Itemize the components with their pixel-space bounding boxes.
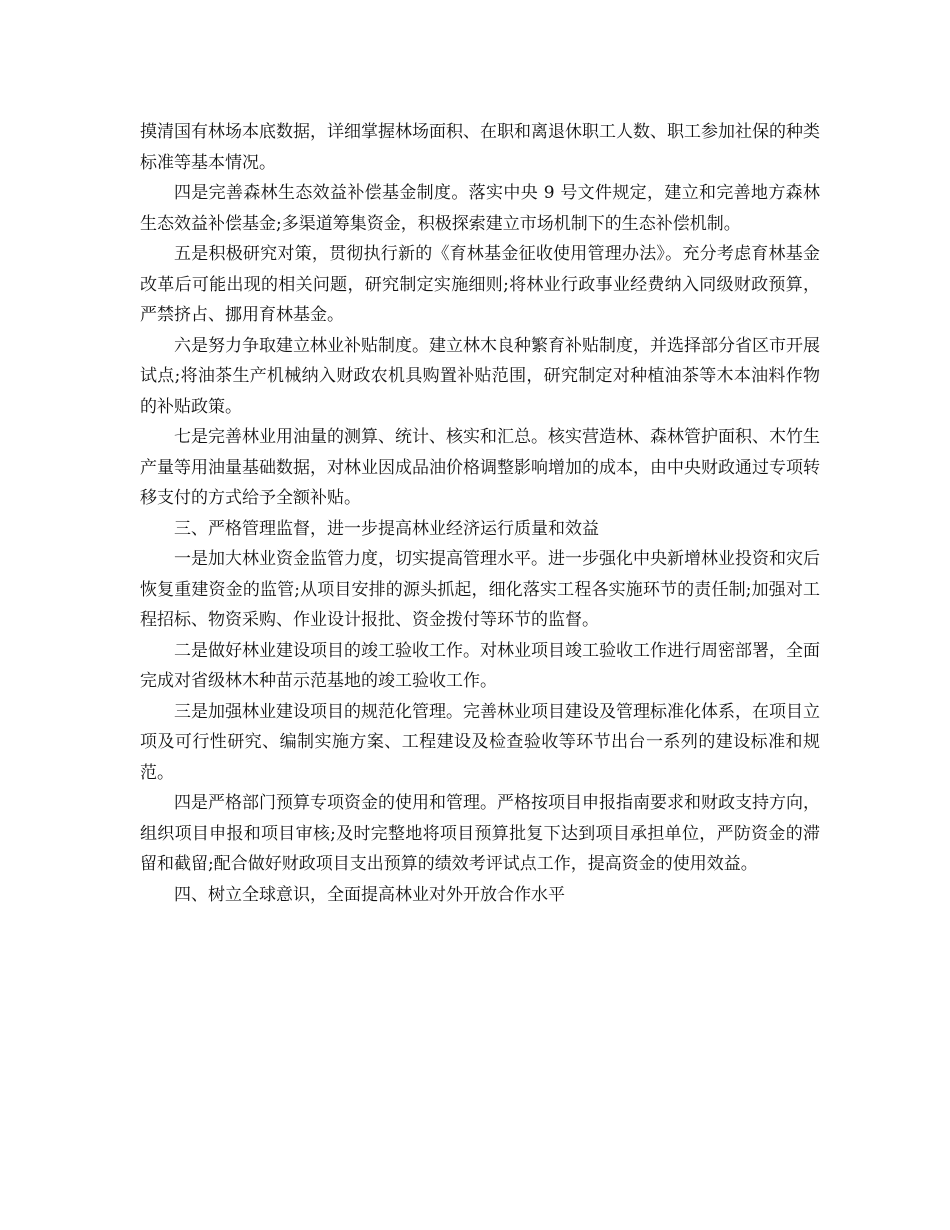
paragraph-4: 六是努力争取建立林业补贴制度。建立林木良种繁育补贴制度，并选择部分省区市开展试点;将油茶生产机械纳入财政农机具购置补贴范围，研究制定对种植油茶等木本油料作物的补贴政策。 bbox=[140, 335, 820, 417]
paragraph-1: 摸清国有林场本底数据，详细掌握林场面积、在职和离退休职工人数、职工参加社保的种类标准等基本情况。 bbox=[140, 122, 820, 173]
paragraph-7: 二是做好林业建设项目的竣工验收工作。对林业项目竣工验收工作进行周密部署，全面完成对省级林木种苗示范基地的竣工验收工作。 bbox=[140, 640, 820, 691]
paragraph-6: 一是加大林业资金监管力度，切实提高管理水平。进一步强化中央新增林业投资和灾后恢复重建资金的监管;从项目安排的源头抓起，细化落实工程各实施环节的责任制;加强对工程招标、物资采购、作业设计报批、资金拨付等环节的监督。 bbox=[140, 549, 820, 630]
paragraph-5: 七是完善林业用油量的测算、统计、核实和汇总。核实营造林、森林管护面积、木竹生产量等用油量基础数据，对林业因成品油价格调整影响增加的成本，由中央财政通过专项转移支付的方式给予全额补贴。 bbox=[140, 427, 820, 508]
paragraph-9: 四是严格部门预算专项资金的使用和管理。严格按项目申报指南要求和财政支持方向，组织项目申报和项目审核;及时完整地将项目预算批复下达到项目承担单位，严防资金的滞留和截留;配合做好财政项目支出预算的绩效考评试点工作，提高资金的使用效益。 bbox=[140, 793, 820, 874]
paragraph-3: 五是积极研究对策，贯彻执行新的《育林基金征收使用管理办法》。充分考虑育林基金改革后可能出现的相关问题，研究制定实施细则;将林业行政事业经费纳入同级财政预算，严禁挤占、挪用育林基金。 bbox=[140, 244, 820, 325]
section-heading-4: 四、树立全球意识，全面提高林业对外开放合作水平 bbox=[174, 884, 565, 905]
section-heading-3: 三、严格管理监督，进一步提高林业经济运行质量和效益 bbox=[174, 518, 599, 539]
document-body bbox=[140, 117, 820, 910]
paragraph-2: 四是完善森林生态效益补偿基金制度。落实中央 9 号文件规定，建立和完善地方森林生态效益补偿基金;多渠道筹集资金，积极探索建立市场机制下的生态补偿机制。 bbox=[140, 183, 820, 234]
paragraph-8: 三是加强林业建设项目的规范化管理。完善林业项目建设及管理标准化体系，在项目立项及可行性研究、编制实施方案、工程建设及检查验收等环节出台一系列的建设标准和规范。 bbox=[140, 701, 820, 783]
